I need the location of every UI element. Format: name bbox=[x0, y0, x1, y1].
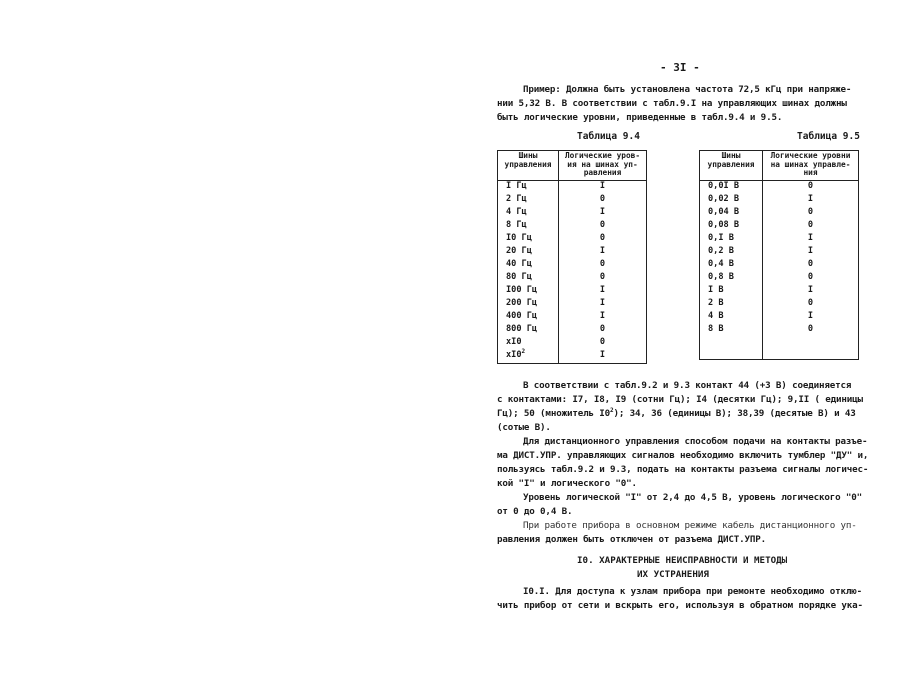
bus-cell bbox=[498, 311, 559, 324]
bus-cell bbox=[498, 207, 559, 220]
level-cell: 0 bbox=[763, 298, 859, 311]
bus-cell bbox=[700, 259, 763, 272]
bus-label: 0,8 В bbox=[708, 272, 734, 283]
empty-cell bbox=[700, 337, 763, 360]
bus-cell bbox=[700, 180, 763, 194]
level-cell: I bbox=[559, 246, 647, 259]
remote-line-3: пользуясь табл.9.2 и 9.3, подать на контакты разъема сигналы логичес- bbox=[497, 464, 869, 475]
contacts-line-1: В соответствии с табл.9.2 и 9.3 контакт 44 (+3 В) соединяется bbox=[523, 380, 852, 391]
level-cell: I bbox=[763, 233, 859, 246]
level-cell: 0 bbox=[559, 272, 647, 285]
remote-line-2: ма ДИСТ.УПР. управляющих сигналов необходимо включить тумблер "ДУ" и, bbox=[497, 450, 869, 461]
bus-cell bbox=[498, 259, 559, 272]
table-row bbox=[498, 233, 647, 246]
table-9-5-caption: Таблица 9.5 bbox=[797, 131, 860, 142]
header-line: Логические уровни bbox=[770, 151, 851, 160]
bus-cell bbox=[498, 337, 559, 350]
section-10-1-line-1: I0.I. Для доступа к узлам прибора при ремонте необходимо отклю- bbox=[523, 586, 863, 597]
section-10-1-line-2: чить прибор от сети и вскрыть его, используя в обратном порядке ука- bbox=[497, 600, 863, 611]
bus-label: 20 Гц bbox=[506, 246, 532, 257]
table-row bbox=[700, 246, 859, 259]
cable-line-2: равления должен быть отключен от разъема ДИСТ.УПР. bbox=[497, 534, 767, 545]
cable-line-1: При работе прибора в основном режиме кабель дистанционного уп- bbox=[523, 520, 857, 531]
level-cell: 0 bbox=[559, 337, 647, 350]
bus-label: 0,I В bbox=[708, 233, 734, 244]
level-cell: I bbox=[559, 180, 647, 194]
level-cell: 0 bbox=[763, 207, 859, 220]
bus-label: 80 Гц bbox=[506, 272, 532, 283]
table-row bbox=[498, 337, 647, 350]
table-row bbox=[498, 246, 647, 259]
bus-label: 0,02 В bbox=[708, 194, 740, 205]
level-cell: 0 bbox=[763, 259, 859, 272]
bus-label: I В bbox=[708, 285, 724, 296]
level-cell: 0 bbox=[763, 220, 859, 233]
bus-label: 40 Гц bbox=[506, 259, 532, 270]
levels-line-1: Уровень логической "I" от 2,4 до 4,5 В, уровень логического "0" bbox=[523, 492, 863, 503]
superscript: 2 bbox=[521, 348, 526, 356]
table-row bbox=[700, 233, 859, 246]
level-cell: I bbox=[763, 194, 859, 207]
bus-cell bbox=[700, 233, 763, 246]
bus-cell bbox=[700, 298, 763, 311]
bus-cell bbox=[700, 220, 763, 233]
table-row bbox=[498, 180, 647, 194]
table-row bbox=[700, 259, 859, 272]
bus-label: 0,08 В bbox=[708, 220, 740, 231]
table-row bbox=[700, 285, 859, 298]
empty-cell bbox=[763, 337, 859, 360]
bus-label: 0,0I В bbox=[708, 181, 740, 192]
level-cell: 0 bbox=[559, 220, 647, 233]
table-row bbox=[498, 220, 647, 233]
bus-cell bbox=[498, 272, 559, 285]
table-row bbox=[498, 298, 647, 311]
bus-label: 200 Гц bbox=[506, 298, 538, 309]
level-cell: 0 bbox=[763, 272, 859, 285]
table-9-5-header-buses bbox=[700, 151, 763, 181]
level-cell: I bbox=[559, 207, 647, 220]
contacts-line-4: (сотые В). bbox=[497, 422, 551, 433]
bus-cell bbox=[498, 194, 559, 207]
table-row bbox=[498, 350, 647, 364]
level-cell: 0 bbox=[559, 233, 647, 246]
level-cell: 0 bbox=[763, 324, 859, 337]
levels-line-2: от 0 до 0,4 В. bbox=[497, 506, 573, 517]
table-row bbox=[498, 194, 647, 207]
bus-label: xI0 bbox=[506, 337, 522, 348]
bus-label: 4 В bbox=[708, 311, 724, 322]
bus-cell bbox=[498, 324, 559, 337]
header-line: равления bbox=[583, 168, 622, 177]
header-line: Шины bbox=[721, 151, 741, 160]
header-line: ия на шинах уп- bbox=[567, 159, 638, 169]
header-line: Логические уров- bbox=[564, 151, 641, 160]
contacts-line-2: с контактами: I7, I8, I9 (сотни Гц); I4 (десятки Гц); 9,II ( единицы bbox=[497, 394, 863, 405]
table-row bbox=[700, 311, 859, 324]
empty-row bbox=[700, 337, 859, 360]
bus-cell bbox=[700, 272, 763, 285]
bus-label: 4 Гц bbox=[506, 207, 527, 218]
level-cell: I bbox=[559, 285, 647, 298]
level-cell: 0 bbox=[559, 324, 647, 337]
bus-label: 800 Гц bbox=[506, 324, 538, 335]
bus-label: 400 Гц bbox=[506, 311, 538, 322]
example-line-3: быть логические уровни, приведенные в табл.9.4 и 9.5. bbox=[497, 112, 783, 123]
bus-label: 0,04 В bbox=[708, 207, 740, 218]
table-row bbox=[700, 207, 859, 220]
header-line: управления bbox=[707, 159, 755, 169]
bus-cell bbox=[498, 233, 559, 246]
contacts-line-3b: ); 34, 36 (единицы В); 38,39 (десятые В) и 43 bbox=[613, 408, 856, 419]
remote-line-1: Для дистанционного управления способом подачи на контакты разъе- bbox=[523, 436, 868, 447]
table-row bbox=[700, 324, 859, 337]
bus-cell bbox=[498, 285, 559, 298]
bus-cell bbox=[700, 285, 763, 298]
contacts-line-3a: Гц); 50 (множитель I0 bbox=[497, 408, 611, 419]
level-cell: 0 bbox=[763, 180, 859, 194]
header-line: ния bbox=[803, 168, 818, 177]
level-cell: 0 bbox=[559, 194, 647, 207]
table-9-5-header-levels bbox=[763, 151, 859, 181]
table-9-5 bbox=[699, 150, 859, 360]
table-row bbox=[700, 298, 859, 311]
bus-cell bbox=[498, 220, 559, 233]
bus-cell bbox=[700, 194, 763, 207]
level-cell: I bbox=[559, 298, 647, 311]
table-9-4-caption: Таблица 9.4 bbox=[577, 131, 640, 142]
contacts-line-3 bbox=[497, 408, 856, 420]
bus-cell bbox=[498, 246, 559, 259]
table-9-4-header-buses bbox=[498, 151, 559, 181]
section-heading-line-1: I0. ХАРАКТЕРНЫЕ НЕИСПРАВНОСТИ И МЕТОДЫ bbox=[577, 555, 788, 566]
table-row bbox=[498, 259, 647, 272]
bus-cell bbox=[498, 350, 559, 364]
table-row bbox=[498, 311, 647, 324]
table-9-4-header-levels bbox=[559, 151, 647, 181]
table-row bbox=[700, 220, 859, 233]
table-row bbox=[498, 324, 647, 337]
bus-cell bbox=[700, 324, 763, 337]
table-row bbox=[700, 194, 859, 207]
table-row bbox=[498, 272, 647, 285]
bus-label: I Гц bbox=[506, 181, 527, 192]
bus-label: 0,2 В bbox=[708, 246, 734, 257]
level-cell: I bbox=[559, 350, 647, 364]
level-cell: I bbox=[559, 311, 647, 324]
bus-label: xI0 bbox=[506, 350, 522, 361]
section-heading-line-2: ИХ УСТРАНЕНИЯ bbox=[637, 569, 709, 580]
bus-label: 8 Гц bbox=[506, 220, 527, 231]
header-line: Шины bbox=[518, 151, 538, 160]
bus-label: 2 В bbox=[708, 298, 724, 309]
page-number: - 3I - bbox=[660, 61, 700, 74]
table-row bbox=[700, 272, 859, 285]
example-line-2: нии 5,32 В. В соответствии с табл.9.I на управляющих шинах должны bbox=[497, 98, 847, 109]
table-row bbox=[498, 285, 647, 298]
level-cell: I bbox=[763, 246, 859, 259]
bus-cell bbox=[700, 311, 763, 324]
table-row bbox=[700, 180, 859, 194]
table-9-4 bbox=[497, 150, 647, 364]
table-row bbox=[498, 207, 647, 220]
bus-label: I00 Гц bbox=[506, 285, 538, 296]
level-cell: 0 bbox=[559, 259, 647, 272]
bus-cell bbox=[700, 207, 763, 220]
superscript: 2 bbox=[610, 406, 614, 414]
bus-label: 2 Гц bbox=[506, 194, 527, 205]
level-cell: I bbox=[763, 285, 859, 298]
level-cell: I bbox=[763, 311, 859, 324]
bus-cell bbox=[700, 246, 763, 259]
remote-line-4: кой "I" и логического "0". bbox=[497, 478, 637, 489]
bus-label: 8 В bbox=[708, 324, 724, 335]
bus-label: 0,4 В bbox=[708, 259, 734, 270]
header-line: управления bbox=[504, 159, 552, 169]
bus-label: I0 Гц bbox=[506, 233, 532, 244]
bus-cell bbox=[498, 180, 559, 194]
bus-cell bbox=[498, 298, 559, 311]
example-line-1: Пример: Должна быть установлена частота 72,5 кГц при напряже- bbox=[523, 84, 852, 95]
header-line: на шинах управле- bbox=[770, 159, 851, 169]
